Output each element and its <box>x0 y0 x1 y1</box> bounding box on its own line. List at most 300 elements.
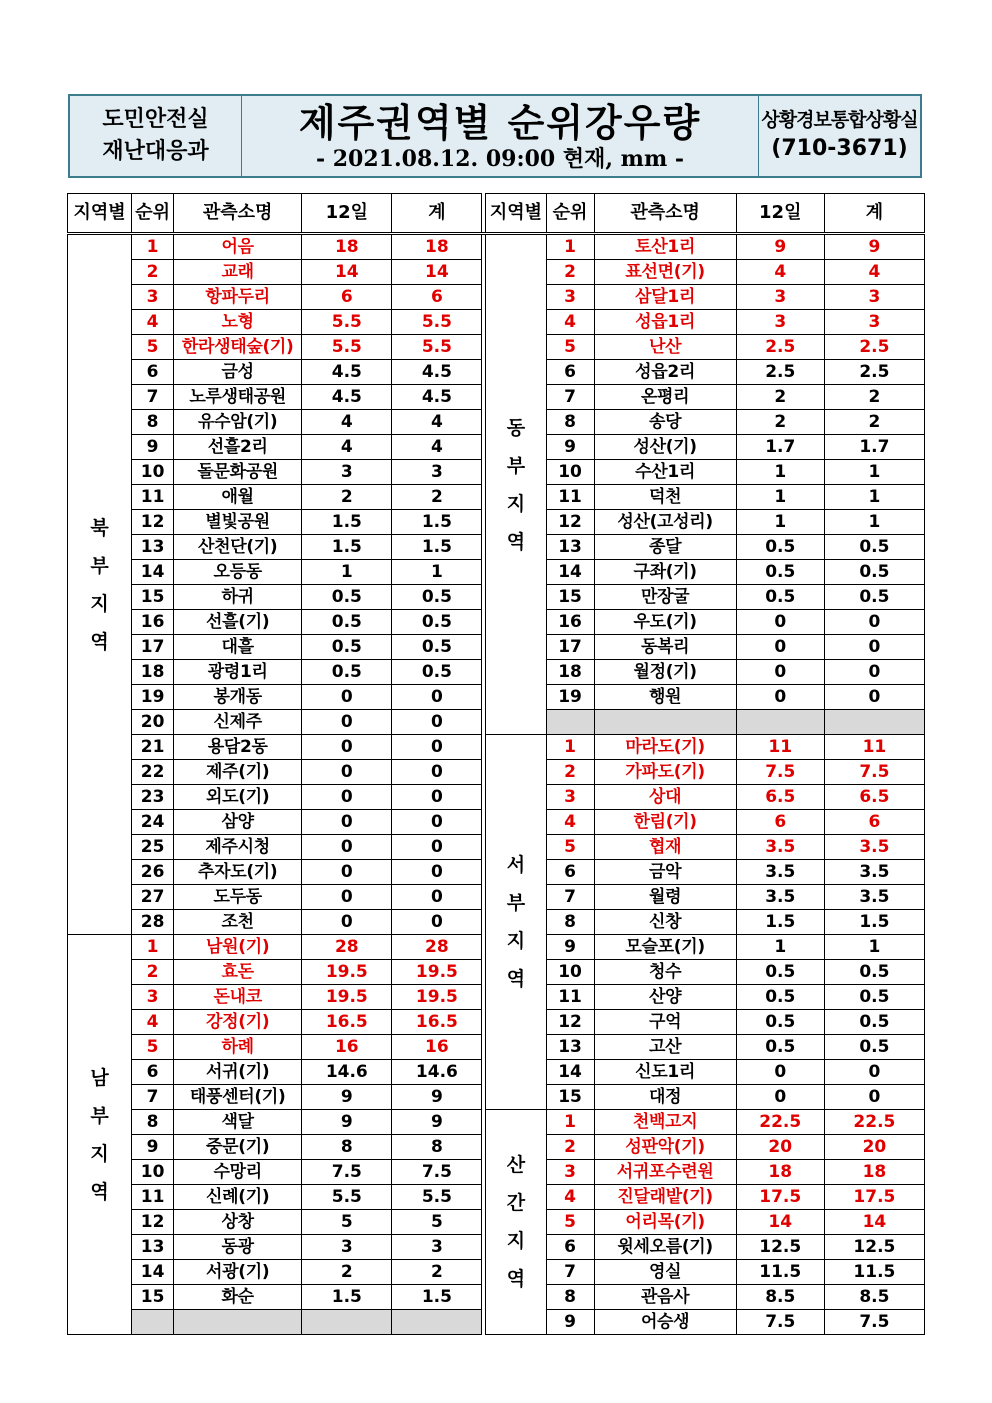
station-name-cell: 항파두리 <box>174 285 302 310</box>
rank-cell: 13 <box>546 535 594 560</box>
total-rainfall-cell: 8.5 <box>824 1285 924 1310</box>
column-gap <box>482 1235 486 1260</box>
contact-box <box>758 96 920 176</box>
total-rainfall-cell: 0.5 <box>824 985 924 1010</box>
total-rainfall-cell: 1.5 <box>392 1285 482 1310</box>
rank-cell: 24 <box>132 810 174 835</box>
total-rainfall-cell: 0 <box>392 760 482 785</box>
col-header-day: 12일 <box>302 194 392 234</box>
rank-cell: 27 <box>132 885 174 910</box>
total-rainfall-cell: 2.5 <box>824 360 924 385</box>
rank-cell: 4 <box>546 810 594 835</box>
station-name-cell: 월정(기) <box>594 660 736 685</box>
station-name-cell: 구좌(기) <box>594 560 736 585</box>
rank-cell: 20 <box>132 710 174 735</box>
column-gap <box>482 835 486 860</box>
total-rainfall-cell: 1.5 <box>824 910 924 935</box>
station-name-cell: 교래 <box>174 260 302 285</box>
day-rainfall-cell: 0 <box>302 735 392 760</box>
station-name-cell: 수망리 <box>174 1160 302 1185</box>
station-name-cell: 협재 <box>594 835 736 860</box>
total-rainfall-cell: 11 <box>824 735 924 760</box>
col-header-rank: 순위 <box>546 194 594 234</box>
station-name-cell: 한림(기) <box>594 810 736 835</box>
total-rainfall-cell: 0 <box>824 1085 924 1110</box>
day-rainfall-cell: 0.5 <box>302 660 392 685</box>
column-gap <box>482 1085 486 1110</box>
total-rainfall-cell: 7.5 <box>392 1160 482 1185</box>
column-gap <box>482 660 486 685</box>
day-rainfall-cell: 16.5 <box>302 1010 392 1035</box>
rank-cell: 1 <box>546 1110 594 1135</box>
total-rainfall-cell: 0 <box>392 910 482 935</box>
table-row <box>68 1110 925 1135</box>
station-name-cell: 관음사 <box>594 1285 736 1310</box>
column-gap <box>482 1310 486 1335</box>
rank-cell: 4 <box>132 310 174 335</box>
rank-cell: 7 <box>546 1260 594 1285</box>
column-gap <box>482 1210 486 1235</box>
station-name-cell: 성산(기) <box>594 435 736 460</box>
station-name-cell: 신창 <box>594 910 736 935</box>
day-rainfall-cell: 0 <box>302 685 392 710</box>
rank-cell: 3 <box>546 785 594 810</box>
total-rainfall-cell: 2 <box>392 485 482 510</box>
day-rainfall-cell: 7.5 <box>736 760 824 785</box>
total-rainfall-cell: 0.5 <box>824 535 924 560</box>
total-rainfall-cell: 0.5 <box>824 960 924 985</box>
station-name-cell: 고산 <box>594 1035 736 1060</box>
day-rainfall-cell: 18 <box>736 1160 824 1185</box>
total-rainfall-cell: 3 <box>824 285 924 310</box>
column-gap <box>482 460 486 485</box>
total-rainfall-cell: 0.5 <box>824 1035 924 1060</box>
total-rainfall-cell: 3 <box>392 1235 482 1260</box>
rank-cell: 25 <box>132 835 174 860</box>
rank-cell: 9 <box>132 1135 174 1160</box>
column-gap <box>482 935 486 960</box>
rank-cell: 12 <box>546 510 594 535</box>
rank-cell: 19 <box>546 685 594 710</box>
total-rainfall-cell: 0 <box>824 635 924 660</box>
rank-cell: 12 <box>546 1010 594 1035</box>
day-rainfall-cell: 7.5 <box>302 1160 392 1185</box>
col-header-total: 계 <box>392 194 482 234</box>
rank-cell: 8 <box>132 410 174 435</box>
station-name-cell: 어승생 <box>594 1310 736 1335</box>
total-rainfall-cell: 7.5 <box>824 760 924 785</box>
region-label-mountain <box>486 1110 546 1335</box>
rank-cell: 5 <box>132 1035 174 1060</box>
station-name-cell: 만장굴 <box>594 585 736 610</box>
column-gap <box>482 1035 486 1060</box>
column-gap <box>482 785 486 810</box>
total-rainfall-cell: 1.5 <box>392 510 482 535</box>
rank-cell: 19 <box>132 685 174 710</box>
total-rainfall-cell: 22.5 <box>824 1110 924 1135</box>
station-name-cell: 어음 <box>174 234 302 260</box>
rank-cell: 11 <box>132 1185 174 1210</box>
rank-cell <box>546 710 594 735</box>
station-name-cell: 어리목(기) <box>594 1210 736 1235</box>
station-name-cell: 용담2동 <box>174 735 302 760</box>
total-rainfall-cell: 4.5 <box>392 385 482 410</box>
day-rainfall-cell: 3 <box>302 460 392 485</box>
station-name-cell: 신도1리 <box>594 1060 736 1085</box>
rank-cell: 6 <box>132 1060 174 1085</box>
day-rainfall-cell: 3.5 <box>736 885 824 910</box>
station-name-cell: 온평리 <box>594 385 736 410</box>
station-name-cell: 서귀(기) <box>174 1060 302 1085</box>
total-rainfall-cell: 4 <box>392 410 482 435</box>
total-rainfall-cell: 4.5 <box>392 360 482 385</box>
rank-cell: 2 <box>132 960 174 985</box>
rank-cell: 3 <box>546 1160 594 1185</box>
rank-cell: 4 <box>546 310 594 335</box>
day-rainfall-cell: 14.6 <box>302 1060 392 1085</box>
day-rainfall-cell: 5.5 <box>302 335 392 360</box>
rank-cell: 5 <box>132 335 174 360</box>
total-rainfall-cell: 0.5 <box>392 585 482 610</box>
day-rainfall-cell: 2.5 <box>736 335 824 360</box>
rank-cell: 13 <box>546 1035 594 1060</box>
day-rainfall-cell: 1 <box>736 485 824 510</box>
rank-cell: 26 <box>132 860 174 885</box>
station-name-cell: 선흘2리 <box>174 435 302 460</box>
day-rainfall-cell: 12.5 <box>736 1235 824 1260</box>
day-rainfall-cell: 19.5 <box>302 960 392 985</box>
rank-cell: 1 <box>132 234 174 260</box>
station-name-cell: 효돈 <box>174 960 302 985</box>
rank-cell: 14 <box>546 560 594 585</box>
total-rainfall-cell: 9 <box>392 1085 482 1110</box>
column-gap <box>482 560 486 585</box>
total-rainfall-cell: 9 <box>392 1110 482 1135</box>
rank-cell: 5 <box>546 835 594 860</box>
rank-cell: 8 <box>546 1285 594 1310</box>
rank-cell: 8 <box>132 1110 174 1135</box>
column-gap <box>482 910 486 935</box>
station-name-cell: 강정(기) <box>174 1010 302 1035</box>
total-rainfall-cell: 20 <box>824 1135 924 1160</box>
total-rainfall-cell: 11.5 <box>824 1260 924 1285</box>
total-rainfall-cell: 1 <box>824 485 924 510</box>
station-name-cell: 산천단(기) <box>174 535 302 560</box>
station-name-cell: 하귀 <box>174 585 302 610</box>
column-gap <box>482 760 486 785</box>
region-label-east <box>486 234 546 735</box>
day-rainfall-cell: 9 <box>736 234 824 260</box>
station-name-cell: 진달래밭(기) <box>594 1185 736 1210</box>
day-rainfall-cell: 1.5 <box>302 1285 392 1310</box>
col-header-day: 12일 <box>736 194 824 234</box>
day-rainfall-cell: 18 <box>302 234 392 260</box>
total-rainfall-cell: 1.7 <box>824 435 924 460</box>
column-gap <box>482 385 486 410</box>
total-rainfall-cell: 16.5 <box>392 1010 482 1035</box>
total-rainfall-cell: 4 <box>824 260 924 285</box>
rank-cell: 14 <box>132 560 174 585</box>
column-gap <box>482 485 486 510</box>
day-rainfall-cell: 0 <box>302 860 392 885</box>
day-rainfall-cell: 0 <box>736 660 824 685</box>
station-name-cell: 애월 <box>174 485 302 510</box>
rank-cell: 7 <box>546 885 594 910</box>
rank-cell: 9 <box>132 435 174 460</box>
region-label-text: 북부지역 <box>90 516 109 653</box>
station-name-cell: 한라생태숲(기) <box>174 335 302 360</box>
total-rainfall-cell: 14.6 <box>392 1060 482 1085</box>
column-gap <box>482 335 486 360</box>
region-label-text: 산간지역 <box>506 1154 526 1290</box>
rank-cell: 1 <box>546 234 594 260</box>
total-rainfall-cell: 0 <box>392 785 482 810</box>
report-header <box>68 94 922 178</box>
station-name-cell: 태풍센터(기) <box>174 1085 302 1110</box>
total-rainfall-cell: 5.5 <box>392 335 482 360</box>
total-rainfall-cell: 5 <box>392 1210 482 1235</box>
rank-cell: 15 <box>132 585 174 610</box>
total-rainfall-cell: 3.5 <box>824 885 924 910</box>
day-rainfall-cell: 2 <box>302 1260 392 1285</box>
day-rainfall-cell: 0 <box>302 885 392 910</box>
total-rainfall-cell: 0.5 <box>824 1010 924 1035</box>
column-gap <box>482 510 486 535</box>
rank-cell: 9 <box>546 935 594 960</box>
day-rainfall-cell: 3 <box>736 285 824 310</box>
total-rainfall-cell: 0 <box>392 710 482 735</box>
station-name-cell: 동복리 <box>594 635 736 660</box>
rank-cell: 2 <box>132 260 174 285</box>
station-name-cell: 노루생태공원 <box>174 385 302 410</box>
day-rainfall-cell: 0 <box>302 760 392 785</box>
total-rainfall-cell: 0.5 <box>824 585 924 610</box>
station-name-cell: 광령1리 <box>174 660 302 685</box>
total-rainfall-cell: 19.5 <box>392 985 482 1010</box>
total-rainfall-cell: 0.5 <box>392 635 482 660</box>
day-rainfall-cell: 5 <box>302 1210 392 1235</box>
total-rainfall-cell: 1.5 <box>392 535 482 560</box>
day-rainfall-cell: 0.5 <box>736 1035 824 1060</box>
day-rainfall-cell: 4.5 <box>302 360 392 385</box>
region-label-west <box>486 735 546 1110</box>
page-title: 제주권역별 순위강우량 <box>298 101 702 145</box>
rank-cell: 3 <box>132 285 174 310</box>
col-header-region: 지역별 <box>68 194 132 234</box>
total-rainfall-cell: 9 <box>824 234 924 260</box>
rank-cell: 8 <box>546 910 594 935</box>
rank-cell: 6 <box>546 860 594 885</box>
total-rainfall-cell: 17.5 <box>824 1185 924 1210</box>
rank-cell: 6 <box>546 1235 594 1260</box>
station-name-cell: 송당 <box>594 410 736 435</box>
station-name-cell: 구억 <box>594 1010 736 1035</box>
station-name-cell: 마라도(기) <box>594 735 736 760</box>
day-rainfall-cell: 6.5 <box>736 785 824 810</box>
region-label-text: 남부지역 <box>90 1066 109 1203</box>
station-name-cell: 우도(기) <box>594 610 736 635</box>
table-row <box>68 735 925 760</box>
day-rainfall-cell: 1 <box>736 510 824 535</box>
station-name-cell: 난산 <box>594 335 736 360</box>
total-rainfall-cell: 6 <box>824 810 924 835</box>
office-name: 상황경보통합상황실 <box>761 109 918 131</box>
rank-cell: 2 <box>546 260 594 285</box>
day-rainfall-cell: 1.5 <box>302 535 392 560</box>
rank-cell: 8 <box>546 410 594 435</box>
region-label-text: 동부지역 <box>506 416 526 553</box>
day-rainfall-cell: 3 <box>302 1235 392 1260</box>
table-row <box>68 234 925 260</box>
station-name-cell: 모슬포(기) <box>594 935 736 960</box>
column-gap <box>482 585 486 610</box>
day-rainfall-cell <box>302 1310 392 1335</box>
rank-cell: 13 <box>132 535 174 560</box>
total-rainfall-cell: 0 <box>824 685 924 710</box>
rank-cell: 14 <box>546 1060 594 1085</box>
total-rainfall-cell: 0 <box>392 735 482 760</box>
day-rainfall-cell: 4 <box>302 410 392 435</box>
total-rainfall-cell <box>392 1310 482 1335</box>
station-name-cell: 노형 <box>174 310 302 335</box>
rank-cell: 13 <box>132 1235 174 1260</box>
station-name-cell: 윗세오름(기) <box>594 1235 736 1260</box>
day-rainfall-cell: 17.5 <box>736 1185 824 1210</box>
total-rainfall-cell: 4 <box>392 435 482 460</box>
rank-cell: 10 <box>546 460 594 485</box>
day-rainfall-cell: 8 <box>302 1135 392 1160</box>
day-rainfall-cell: 11.5 <box>736 1260 824 1285</box>
day-rainfall-cell: 11 <box>736 735 824 760</box>
rank-cell: 14 <box>132 1260 174 1285</box>
station-name-cell: 유수암(기) <box>174 410 302 435</box>
rank-cell: 7 <box>132 385 174 410</box>
day-rainfall-cell: 9 <box>302 1085 392 1110</box>
station-name-cell: 대흘 <box>174 635 302 660</box>
station-name-cell: 성판악(기) <box>594 1135 736 1160</box>
page-subtitle: - 2021.08.12. 09:00 현재, mm - <box>315 146 685 172</box>
rank-cell: 23 <box>132 785 174 810</box>
rainfall-table <box>67 193 925 1335</box>
total-rainfall-cell: 19.5 <box>392 960 482 985</box>
day-rainfall-cell: 3.5 <box>736 835 824 860</box>
station-name-cell: 신례(기) <box>174 1185 302 1210</box>
day-rainfall-cell: 7.5 <box>736 1310 824 1335</box>
total-rainfall-cell: 6 <box>392 285 482 310</box>
station-name-cell: 조천 <box>174 910 302 935</box>
day-rainfall-cell: 28 <box>302 935 392 960</box>
column-gap <box>482 285 486 310</box>
station-name-cell <box>174 1310 302 1335</box>
station-name-cell: 돈내코 <box>174 985 302 1010</box>
title-box <box>242 96 758 176</box>
region-label-north <box>68 234 132 935</box>
rank-cell: 22 <box>132 760 174 785</box>
rank-cell: 4 <box>546 1185 594 1210</box>
total-rainfall-cell: 6.5 <box>824 785 924 810</box>
station-name-cell: 제주시청 <box>174 835 302 860</box>
rank-cell: 15 <box>132 1285 174 1310</box>
column-gap <box>482 635 486 660</box>
column-gap <box>482 1185 486 1210</box>
day-rainfall-cell: 0 <box>736 610 824 635</box>
col-header-station: 관측소명 <box>174 194 302 234</box>
day-rainfall-cell: 0 <box>736 685 824 710</box>
total-rainfall-cell: 2 <box>824 410 924 435</box>
day-rainfall-cell <box>736 710 824 735</box>
column-gap <box>482 860 486 885</box>
rank-cell: 4 <box>132 1010 174 1035</box>
day-rainfall-cell: 1 <box>736 460 824 485</box>
total-rainfall-cell: 5.5 <box>392 1185 482 1210</box>
day-rainfall-cell: 0.5 <box>736 960 824 985</box>
rank-cell: 16 <box>546 610 594 635</box>
station-name-cell <box>594 710 736 735</box>
rank-cell: 12 <box>132 1210 174 1235</box>
rank-cell: 11 <box>546 485 594 510</box>
rank-cell: 18 <box>546 660 594 685</box>
column-gap <box>482 1135 486 1160</box>
rank-cell: 6 <box>546 360 594 385</box>
total-rainfall-cell: 3.5 <box>824 860 924 885</box>
day-rainfall-cell: 0 <box>302 835 392 860</box>
total-rainfall-cell: 0 <box>392 860 482 885</box>
day-rainfall-cell: 8.5 <box>736 1285 824 1310</box>
total-rainfall-cell: 2.5 <box>824 335 924 360</box>
day-rainfall-cell: 14 <box>302 260 392 285</box>
total-rainfall-cell: 16 <box>392 1035 482 1060</box>
total-rainfall-cell: 0 <box>392 835 482 860</box>
station-name-cell: 하례 <box>174 1035 302 1060</box>
station-name-cell: 삼양 <box>174 810 302 835</box>
day-rainfall-cell: 20 <box>736 1135 824 1160</box>
rank-cell: 21 <box>132 735 174 760</box>
day-rainfall-cell: 0.5 <box>302 610 392 635</box>
day-rainfall-cell: 0.5 <box>736 560 824 585</box>
column-gap <box>482 960 486 985</box>
day-rainfall-cell: 0 <box>736 635 824 660</box>
station-name-cell: 상창 <box>174 1210 302 1235</box>
total-rainfall-cell: 0 <box>824 660 924 685</box>
station-name-cell: 추자도(기) <box>174 860 302 885</box>
total-rainfall-cell: 0 <box>824 1060 924 1085</box>
station-name-cell: 서귀포수련원 <box>594 1160 736 1185</box>
station-name-cell: 상대 <box>594 785 736 810</box>
station-name-cell: 도두동 <box>174 885 302 910</box>
column-gap <box>482 410 486 435</box>
total-rainfall-cell: 12.5 <box>824 1235 924 1260</box>
total-rainfall-cell: 1 <box>824 935 924 960</box>
day-rainfall-cell: 0.5 <box>736 1010 824 1035</box>
station-name-cell: 오등동 <box>174 560 302 585</box>
region-label-text: 서부지역 <box>506 854 526 990</box>
rank-cell: 5 <box>546 335 594 360</box>
station-name-cell: 가파도(기) <box>594 760 736 785</box>
day-rainfall-cell: 4 <box>736 260 824 285</box>
rank-cell: 3 <box>132 985 174 1010</box>
day-rainfall-cell: 5.5 <box>302 310 392 335</box>
day-rainfall-cell: 0 <box>302 810 392 835</box>
day-rainfall-cell: 0.5 <box>736 585 824 610</box>
rank-cell: 2 <box>546 1135 594 1160</box>
column-gap <box>482 260 486 285</box>
day-rainfall-cell: 0 <box>302 910 392 935</box>
day-rainfall-cell: 0.5 <box>736 985 824 1010</box>
col-header-total: 계 <box>824 194 924 234</box>
day-rainfall-cell: 4.5 <box>302 385 392 410</box>
col-header-rank: 순위 <box>132 194 174 234</box>
column-gap <box>482 610 486 635</box>
